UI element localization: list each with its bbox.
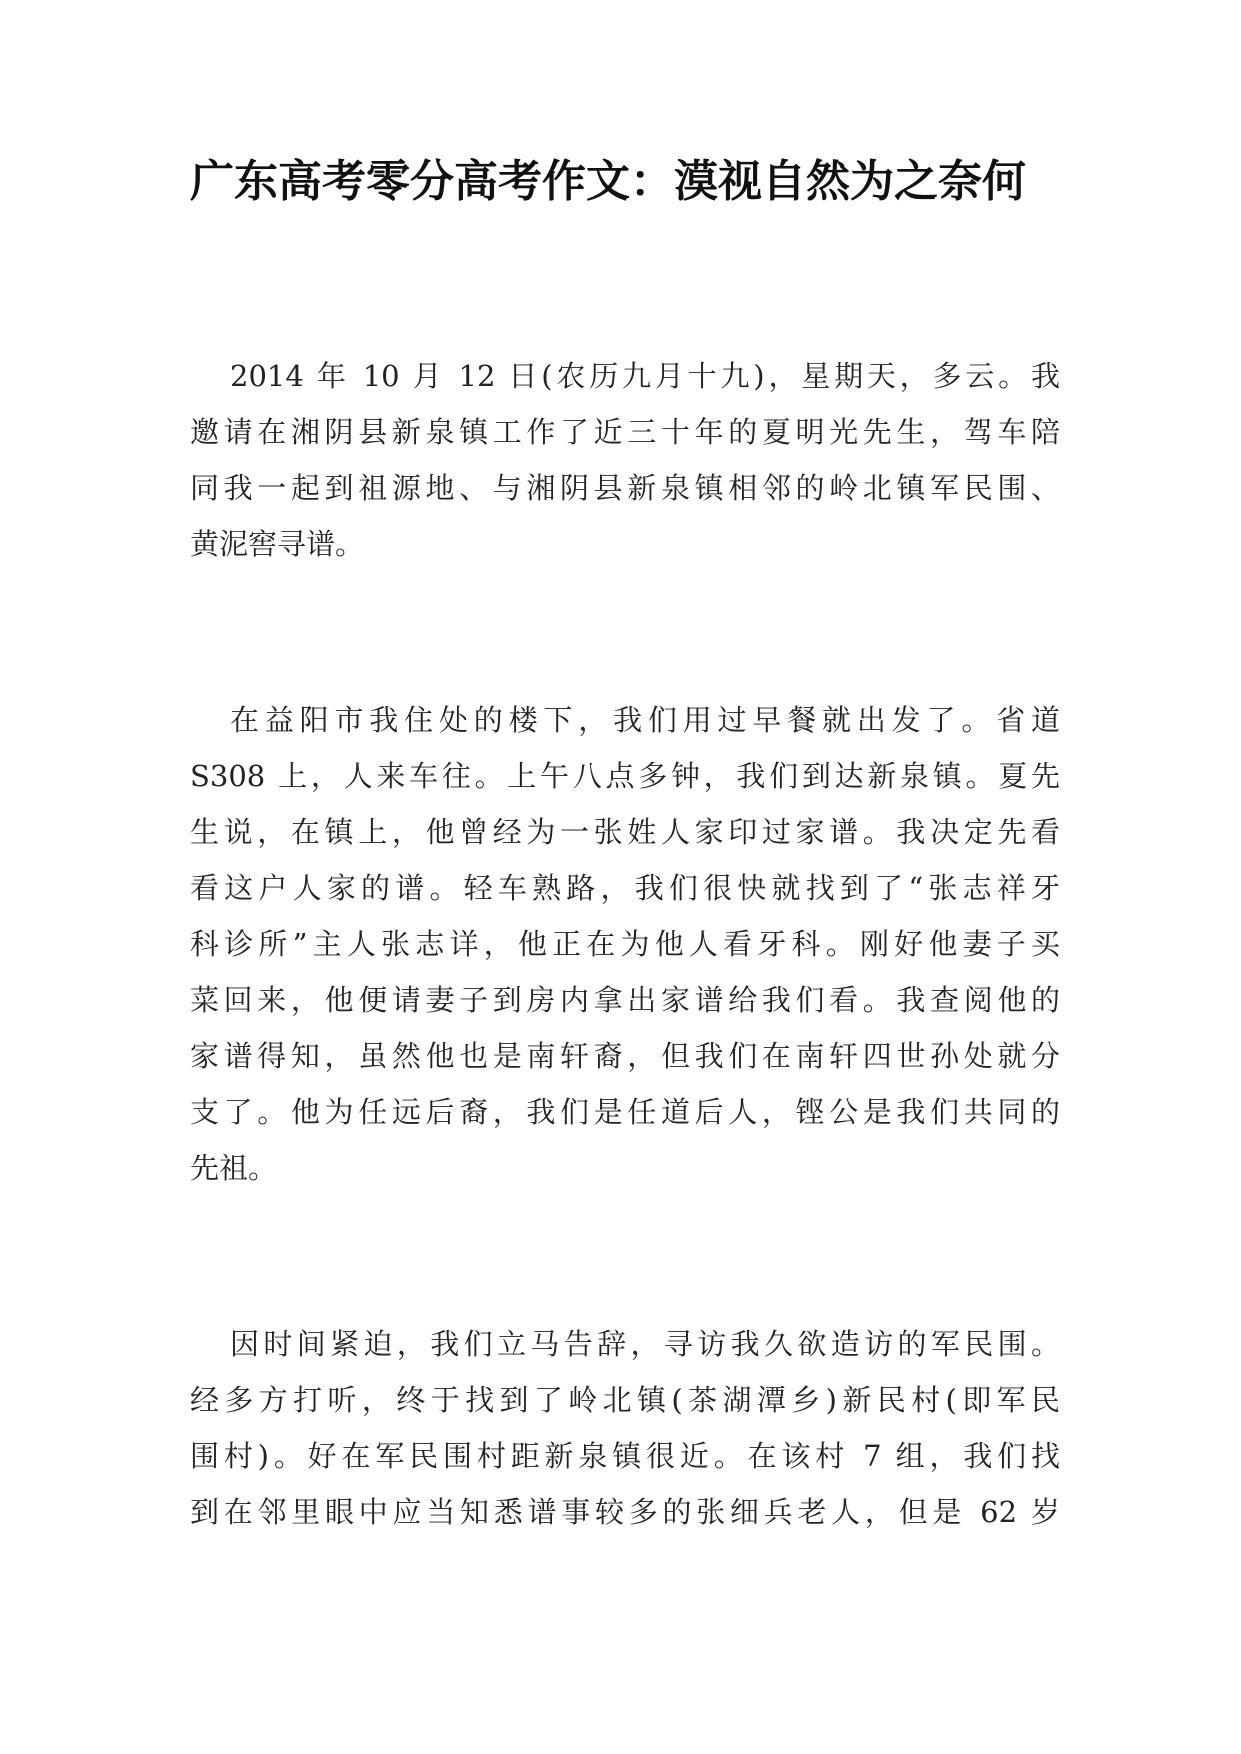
paragraph-3 [190, 1316, 1060, 1540]
paragraph-line: 到在邻里眼中应当知悉谱事较多的张细兵老人，但是 62 岁 [190, 1495, 1060, 1529]
paragraph-line: 家谱得知，虽然他也是南轩裔，但我们在南轩四世孙处就分 [190, 1039, 1060, 1073]
paragraph-1 [190, 348, 1060, 572]
paragraph-line: 2014 年 10 月 12 日(农历九月十九)，星期天，多云。我 [230, 359, 1060, 393]
paragraph-line: 邀请在湘阴县新泉镇工作了近三十年的夏明光先生，驾车陪 [190, 415, 1060, 449]
paragraph-line: 看这户人家的谱。轻车熟路，我们很快就找到了“张志祥牙 [190, 871, 1060, 905]
paragraph-line: 同我一起到祖源地、与湘阴县新泉镇相邻的岭北镇军民围、 [190, 471, 1060, 505]
paragraph-line: 生说，在镇上，他曾经为一张姓人家印过家谱。我决定先看 [190, 815, 1060, 849]
paragraph-line: 经多方打听，终于找到了岭北镇(茶湖潭乡)新民村(即军民 [190, 1383, 1060, 1417]
paragraph-line: 围村)。好在军民围村距新泉镇很近。在该村 7 组，我们找 [190, 1439, 1060, 1473]
paragraph-line: S308 上，人来车往。上午八点多钟，我们到达新泉镇。夏先 [190, 759, 1060, 793]
paragraph-line: 在益阳市我住处的楼下，我们用过早餐就出发了。省道 [230, 703, 1060, 737]
paragraph-2 [190, 692, 1060, 1196]
paragraph-line: 黄泥窖寻谱。 [190, 527, 365, 561]
paragraph-line: 科诊所”主人张志详，他正在为他人看牙科。刚好他妻子买 [190, 927, 1060, 961]
document-title: 广东高考零分高考作文：漠视自然为之奈何 [190, 156, 1026, 207]
paragraph-line: 支了。他为任远后裔，我们是任道后人，铿公是我们共同的 [190, 1095, 1060, 1129]
paragraph-line: 先祖。 [190, 1151, 278, 1185]
paragraph-line: 因时间紧迫，我们立马告辞，寻访我久欲造访的军民围。 [230, 1327, 1060, 1361]
paragraph-line: 菜回来，他便请妻子到房内拿出家谱给我们看。我查阅他的 [190, 983, 1060, 1017]
